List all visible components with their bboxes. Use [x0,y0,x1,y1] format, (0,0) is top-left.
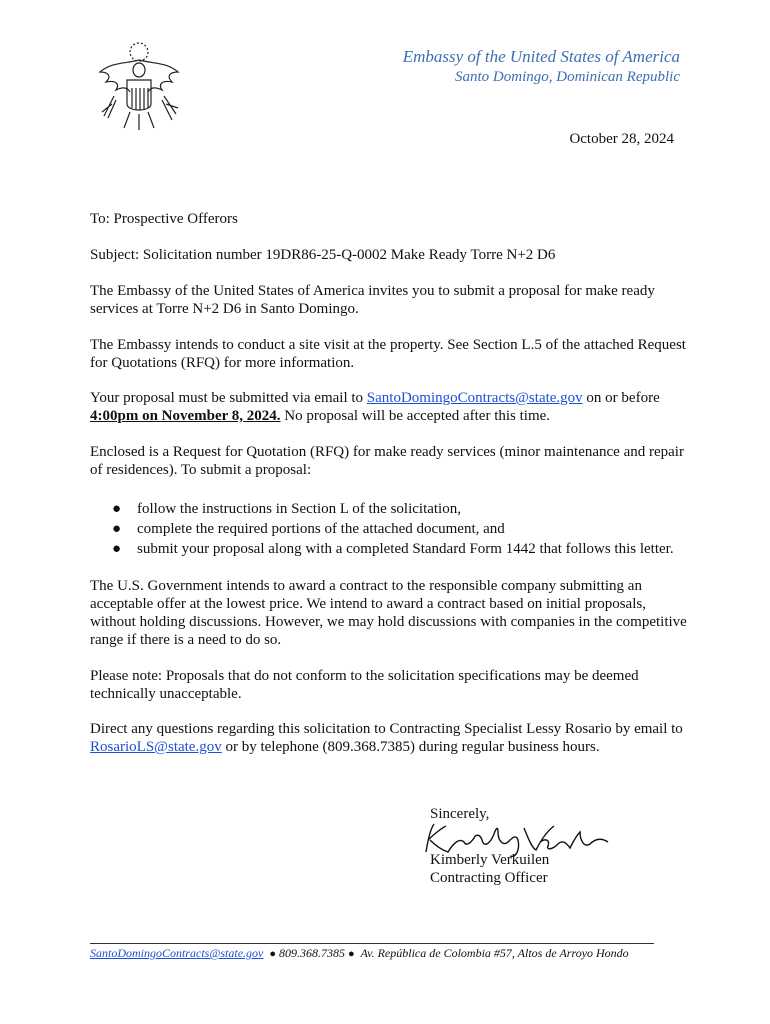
submission-deadline: 4:00pm on November 8, 2024. [90,408,281,424]
paragraph-submission [90,389,690,425]
footer-divider [90,943,654,944]
paragraph-note: Please note: Proposals that do not conform to the solicitation specifications may be deemed technically unacceptable. [90,668,639,702]
bullet-icon: ● [112,541,122,557]
signatory-name: Kimberly Verkuilen [430,852,550,868]
submission-text-3: No proposal will be accepted after this time. [280,408,551,424]
signatory-title: Contracting Officer [430,870,548,886]
letter-date: October 28, 2024 [569,131,674,147]
rosario-email-link[interactable]: RosarioLS@state.gov [90,739,222,755]
contracts-email-link[interactable]: SantoDomingoContracts@state.gov [366,390,583,406]
footer-address: Av. República de Colombia #57, Altos de Arroyo Hondo [360,946,629,960]
bullet-icon: ● [112,501,122,517]
footer [90,946,629,961]
footer-phone: 809.368.7385 [279,946,346,960]
paragraph-contact: Direct any questions regarding this solicitation to Contracting Specialist Lessy Rosario by email to RosarioLS@state.gov or by telephone (809.368.7385) during regular business hours. [90,721,683,755]
list-item: ● follow the instructions in Section L of the solicitation, [112,501,461,517]
letterhead [403,46,680,87]
paragraph-invite: The Embassy of the United States of America invites you to submit a proposal for make ready services at Torre N+2 D6 in Santo Domingo. [90,283,655,317]
submission-text-1: Your proposal must be submitted via email to [90,390,367,406]
paragraph-award: The U.S. Government intends to award a contract to the responsible company submitting an acceptable offer at the lowest price. We intend to award a contract based on initial proposals, without holding discussions. However, we may hold discussions with companies in the competitive range if there is a need to do so. [90,578,687,648]
to-line: To: Prospective Offerors [90,211,238,227]
paragraph-site-visit: The Embassy intends to conduct a site visit at the property. See Section L.5 of the attached Request for Quotations (RFQ) for more information. [90,337,686,371]
submission-text-2: on or before [582,390,660,406]
footer-email-link[interactable]: SantoDomingoContracts@state.gov [90,946,264,960]
closing-salutation: Sincerely, [430,806,490,822]
list-item: ● complete the required portions of the attached document, and [112,521,505,537]
bullet-icon: ● [112,521,122,537]
great-seal-icon [94,38,184,134]
letterhead-embassy: Embassy of the United States of America [402,47,680,66]
letterhead-city: Santo Domingo, Dominican Republic [455,69,680,85]
paragraph-enclosed: Enclosed is a Request for Quotation (RFQ) for make ready services (minor maintenance and repair of residences). To submit a proposal: [90,444,684,478]
list-item: ● submit your proposal along with a completed Standard Form 1442 that follows this letter. [112,541,674,557]
bullet-icon: ● [269,948,277,960]
instructions-list [112,499,674,559]
bullet-icon: ● [348,948,355,960]
subject-line: Subject: Solicitation number 19DR86-25-Q-0002 Make Ready Torre N+2 D6 [90,247,556,263]
